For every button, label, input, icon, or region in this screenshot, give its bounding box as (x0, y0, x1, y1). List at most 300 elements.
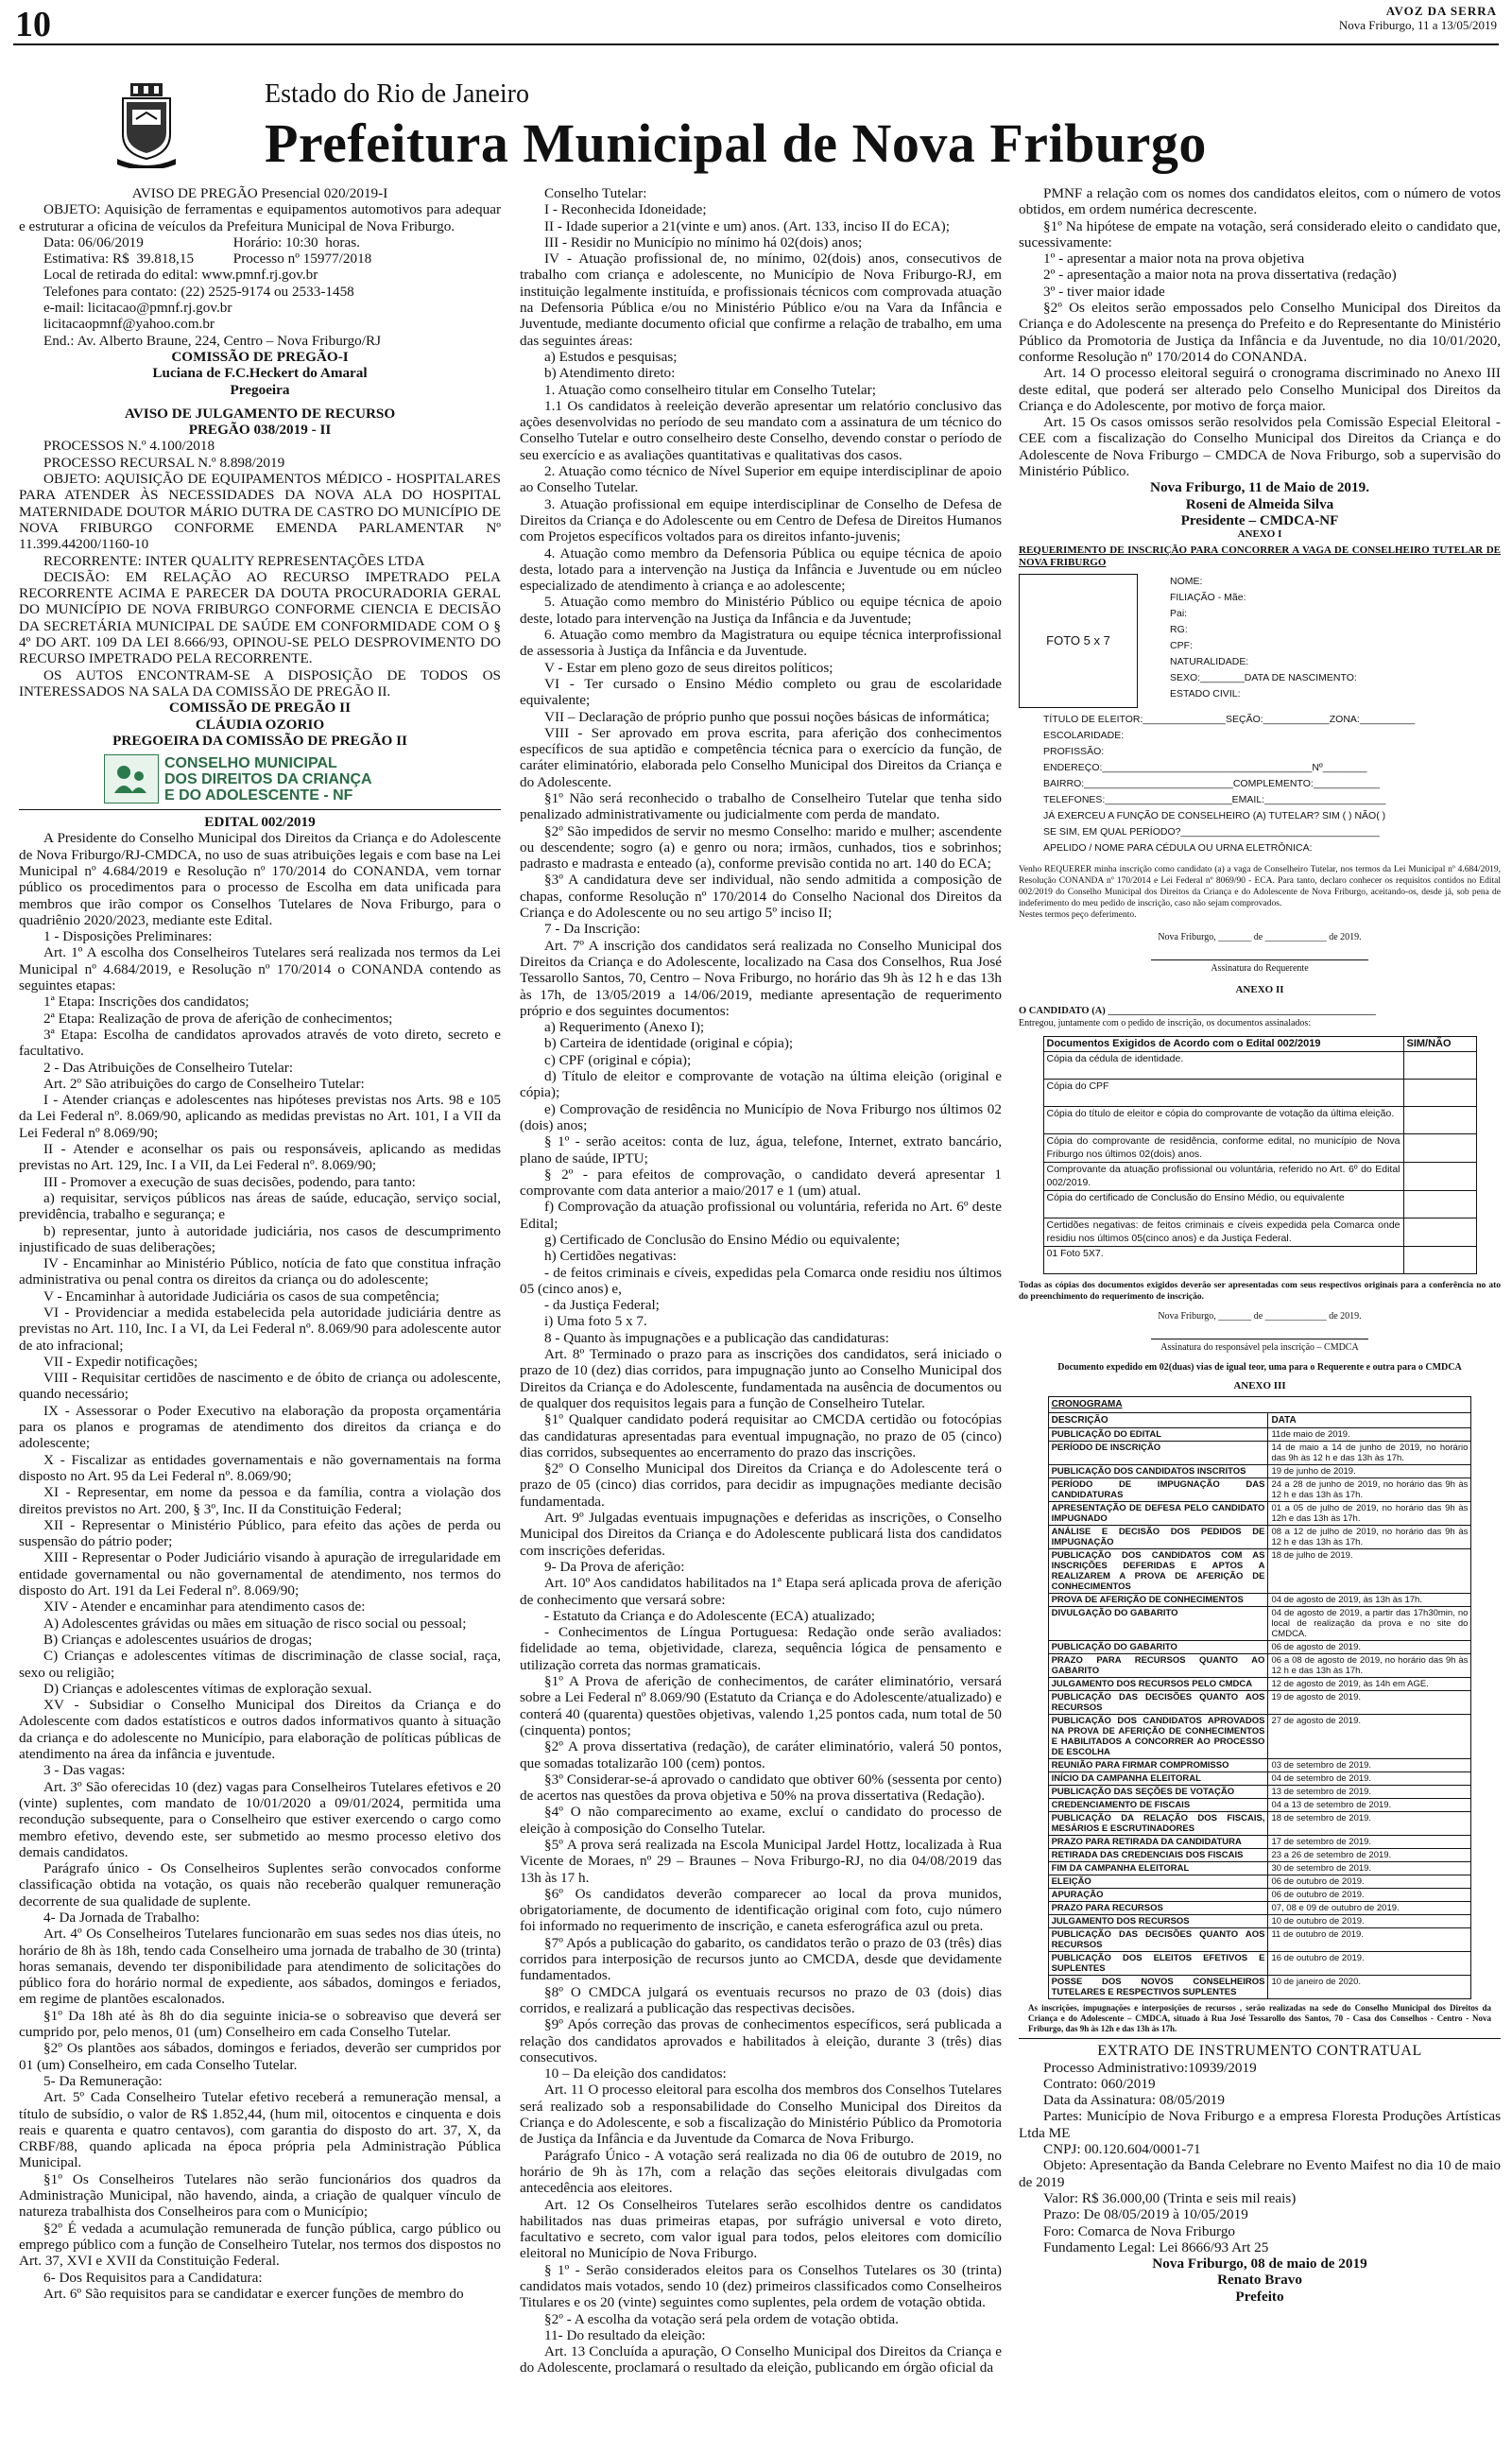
crono-description: PUBLICAÇÃO DAS DECISÕES QUANTO AOS RECURSOS (1048, 1691, 1268, 1715)
edital-paragraph: III - Promover a execução de suas decisões, podendo, para tanto: (43, 1173, 416, 1190)
julgamento-line: OBJETO: AQUISIÇÃO DE EQUIPAMENTOS MÉDICO - HOSPITALARES PARA ATENDER ÀS NECESSIDADES DA NOVA ALA DO HOSPITAL MATERNIDADE DOUTOR MÁRIO DUTRA DE CASTRO DO MUNICÍPIO DE NOVA FRIBURGO CONFORME EMENDA PARLAMENTAR Nº 11.399.44200/1160-10 (19, 471, 501, 553)
table-row (1043, 1080, 1476, 1107)
table-row (1048, 1849, 1471, 1862)
edital-paragraph: 2º - apresentação a maior nota na prova dissertativa (redação) (1043, 267, 1397, 284)
documents-table (1043, 1036, 1477, 1275)
form-field: SE SIM, EM QUAL PERÍODO?____________________________________ (1043, 825, 1380, 838)
edital-paragraph: 2 - Das Atribuições de Conselheiro Tutelar: (43, 1059, 294, 1076)
table-row (1043, 1052, 1476, 1080)
crono-date: 10 de janeiro de 2020. (1268, 1976, 1471, 1999)
document-item: Cópia da cédula de identidade. (1043, 1052, 1403, 1080)
form-field: NATURALIDADE: (1170, 655, 1249, 667)
edital-paragraph: §6º Os candidatos deverão comparecer ao local da prova munidos, obrigatoriamente, de documento de identificação original com foto, cujo número foi informado no requerimento de inscrição, e caneta esferográfica azul ou preta. (520, 1885, 1002, 1935)
form-field: CPF: (1170, 639, 1193, 651)
crono-description: PRAZO PARA RECURSOS (1048, 1902, 1268, 1915)
edital-paragraph: VII – Declaração de próprio punho que possui noções básicas de informática; (544, 708, 990, 725)
crono-date: 07, 08 e 09 de outubro de 2019. (1268, 1902, 1471, 1915)
anexo-1 (1019, 528, 1501, 2034)
edital-paragraph: h) Certidões negativas: (544, 1248, 678, 1265)
anexo-1-declaracao: Venho REQUERER minha inscrição como candidato (a) a vaga de Conselheiro Tutelar, nos termos da Lei Municipal nº 4.684/2019, Resolução CONANDA nº 170/2014 e Lei Federal nº 8069/90 - ECA. Para tanto, declaro conhecer os requisitos contidos no Edital 002/2019 do Conselho Municipal dos Direitos da Criança e do Adolescente de Nova Friburgo, aceitando-os, desde já, sob pena de indeferimento do meu pedido de inscrição, caso não sejam comprovados. (1019, 864, 1501, 908)
julgamento-line: PROCESSOS N.º 4.100/2018 (43, 438, 215, 455)
form-field: BAIRRO:___________________________COMPLEMENTO:____________ (1043, 777, 1380, 789)
edital-body (19, 830, 501, 2302)
table-row (1048, 1759, 1471, 1772)
edital-paragraph: A Presidente do Conselho Municipal dos Direitos da Criança e do Adolescente de Nova Friburgo/RJ-CMDCA, no uso de suas atribuições legais e com base na Lei Municipal nº 4.684/2019 e Resolução nº 170/2014 do CONANDA, vem tornar público os procedimentos para o processo de Escolha em data unificada para membros que irão compor os Conselhos Tutelares de Nova Friburgo, para o quadriênio 2020/2023, mediante este Edital. (19, 830, 501, 928)
edital-paragraph: VIII - Ser aprovado em prova escrita, para aferição dos conhecimentos específicos de sua aptidão e competência técnica para o exercício da função, de caráter eliminatório, elaborada pelo Conselho Municipal dos Direitos da Criança e do Adolescente. (520, 724, 1002, 790)
edital-paragraph: 2. Atuação como técnico de Nível Superior em equipe interdisciplinar de apoio ao Conselho Tutelar. (520, 463, 1002, 496)
form-fields-full (1019, 712, 1501, 856)
aviso-line: Data: 06/06/2019 Horário: 10:30 horas. (43, 233, 360, 251)
edital-paragraph: IV - Atuação profissional de, no mínimo, 02(dois) anos, consecutivos de trabalho com criança e adolescente, no Município de Nova Friburgo-RJ, em instituição legalmente instituída, e profissionais técnicos com comprovada atuação na Defensoria Pública e/ou no Ministério Público e/ou na Vara da Infância e Juventude, mediante documento oficial que confirme a relação de trabalho, em uma das seguintes áreas: (520, 251, 1002, 349)
edital-paragraph: §1º Da 18h até às 8h do dia seguinte inicia-se o sobreaviso que deverá ser cumprido por, pelo menos, 01 (um) Conselheiro em cada Conselho Tutelar. (19, 2007, 501, 2041)
crono-date: 24 a 28 de junho de 2019, no horário das 9h às 12 h e das 13h às 17h. (1268, 1478, 1471, 1502)
table-row (1048, 1902, 1471, 1915)
edital-paragraph: 10 – Da eleição dos candidatos: (544, 2065, 727, 2082)
table-row (1043, 1163, 1476, 1191)
crono-description: RETIRADA DAS CREDENCIAIS DOS FISCAIS (1048, 1849, 1268, 1862)
edital-paragraph: XIII - Representar o Poder Judiciário visando à apuração de irregularidade em entidade governamental ou não governamental de atendimento, nos termos do disposto do Art. 191 da Lei Federal nº. 8.069/90; (19, 1549, 501, 1599)
form-field: TÍTULO DE ELEITOR:_______________SEÇÃO:____________ZONA:__________ (1043, 713, 1416, 725)
edital-paragraph: §2º A prova dissertativa (redação), de caráter eliminatório, valerá 50 pontos, que somadas totalizarão 100 (cem) pontos. (520, 1738, 1002, 1771)
form-field: PROFISSÃO: (1043, 745, 1105, 757)
edital-paragraph: XI - Representar, em nome da pessoa e da família, contra a violação dos direitos previstos no Art. 200, § 3º, Inc. II da Constituição Federal; (19, 1484, 501, 1517)
edital-paragraph: §7º Após a publicação do gabarito, os candidatos terão o prazo de 03 (três) dias corridos para interposição de recursos junto ao CMCDA, desde que devidamente fundamentados. (520, 1934, 1002, 1984)
signature-line: Prefeito (1235, 2288, 1284, 2305)
edital-paragraph: XV - Subsidiar o Conselho Municipal dos Direitos da Criança e do Adolescente com dados estatísticos e outros dados informativos quanto à situação da criança e do adolescente no Município, para elaboração de políticas públicas de atendimento na área da infância e juventude. (19, 1697, 501, 1763)
aviso-line: e-mail: licitacao@pmnf.rj.gov.br (43, 300, 232, 317)
form-field: RG: (1170, 623, 1188, 635)
crono-description: JULGAMENTO DOS RECURSOS (1048, 1915, 1268, 1928)
edital-paragraph: - Estatuto da Criança e do Adolescente (ECA) atualizado; (544, 1607, 876, 1624)
crono-date: 30 de setembro de 2019. (1268, 1862, 1471, 1875)
docs-header: SIM/NÃO (1403, 1036, 1476, 1052)
table-row (1043, 1247, 1476, 1274)
edition-date: Nova Friburgo, 11 a 13/05/2019 (1338, 18, 1497, 32)
document-check-cell (1403, 1218, 1476, 1247)
edital-paragraph: 3. Atuação profissional em equipe interdisciplinar de Conselho de Defesa de Direitos da Criança e do Adolescente ou em Centro de Defesa de Direitos Humanos com Projetos específicos voltados para os direitos infanto-juvenis; (520, 495, 1002, 545)
crono-description: FIM DA CAMPANHA ELEITORAL (1048, 1862, 1268, 1875)
edital-paragraph: i) Uma foto 5 x 7. (544, 1313, 647, 1330)
form-field: SEXO:________DATA DE NASCIMENTO: (1170, 671, 1357, 683)
anexo-2-footer: Documento expedido em 02(duas) vias de igual teor, uma para o Requerente e outra para o CMDCA (1057, 1362, 1462, 1374)
crono-date: 23 a 26 de setembro de 2019. (1268, 1849, 1471, 1862)
anexo-2-signature: Assinatura do responsável pela inscrição – CMDCA (1160, 1341, 1359, 1353)
crono-description: PUBLICAÇÃO DAS DECISÕES QUANTO AOS RECURSOS (1048, 1928, 1268, 1952)
edital-paragraph: §8º O CMDCA julgará os eventuais recursos no prazo de 03 (dois) dias corridos, e realizará a publicação das respectivas decisões. (520, 1983, 1002, 2016)
state-name: Estado do Rio de Janeiro (265, 79, 529, 109)
edital-paragraph: § 1º - Serão considerados eleitos para os Conselhos Tutelares os 30 (trinta) candidatos mais votados, sendo 10 (dez) primeiros classificados como Conselheiros Titulares e os 20 (vinte) seguintes como suplentes, pela ordem de votação obtida. (520, 2261, 1002, 2311)
edital-paragraph: II - Idade superior a 21(vinte e um) anos. (Art. 133, inciso II do ECA); (544, 217, 950, 234)
edital-paragraph: d) Título de eleitor e comprovante de votação na última eleição (original e cópia); (520, 1068, 1002, 1101)
table-row (1043, 1134, 1476, 1163)
document-item: Comprovante da atuação profissional ou voluntária, referido no Art. 6º do Edital 002/2019. (1043, 1163, 1403, 1191)
aviso-line: Estimativa: R$ 39.818,15 Processo nº 15977/2018 (43, 251, 372, 268)
divider (19, 809, 501, 810)
edital-paragraph: Art. 9º Julgadas eventuais impugnações e deferidas as inscrições, o Conselho Municipal dos Direitos da Criança e do Adolescente publicará lista dos candidatos com inscrições deferidas. (520, 1510, 1002, 1559)
anexo-1-signature: Assinatura do Requerente (1211, 962, 1309, 974)
cmdca-logo (104, 754, 501, 804)
edital-paragraph: §1º Não será reconhecido o trabalho de Conselheiro Tutelar que tenha sido penalizado administrativamente ou judicialmente com perda de mandato. (520, 789, 1002, 823)
crono-description: APRESENTAÇÃO DE DEFESA PELO CANDIDATO IMPUGNADO (1048, 1502, 1268, 1526)
anexo-1-date: Nova Friburgo, _______ de _____________ de 2019. (1158, 932, 1362, 943)
extrato-line: Processo Administrativo:10939/2019 (1043, 2059, 1257, 2076)
table-row (1048, 1786, 1471, 1799)
crono-date: 27 de agosto de 2019. (1268, 1715, 1471, 1759)
edital-paragraph: V - Estar em pleno gozo de seus direitos políticos; (544, 659, 833, 676)
edital-paragraph: §3º Considerar-se-á aprovado o candidato que obtiver 60% (sessenta por cento) de acertos nas questões da prova objetiva e 50% na prova dissertativa (Redação). (520, 1771, 1002, 1805)
column-3 (1019, 185, 1501, 2305)
document-item: Cópia do comprovante de residência, conforme edital, no município de Nova Friburgo nos últimos 02(dois) anos. (1043, 1134, 1403, 1163)
table-row (1048, 1691, 1471, 1715)
edital-paragraph: Art. 13 Concluída a apuração, O Conselho Municipal dos Direitos da Criança e do Adolescente, proclamará o resultado da eleição, publicando em órgão oficial da (520, 2343, 1002, 2376)
edital-paragraph: Art. 15 Os casos omissos serão resolvidos pela Comissão Especial Eleitoral - CEE com a fiscalização do Conselho Municipal dos Direitos da Criança e do Adolescente de Nova Friburgo – CMDCA de Nova Friburgo, sob a supervisão do Ministério Público. (1019, 414, 1501, 480)
document-check-cell (1403, 1107, 1476, 1134)
edital-paragraph: § 2º - para efeitos de comprovação, o candidato deverá apresentar 1 comprovante com data anterior a maio/2017 e 1 (um) atual. (520, 1166, 1002, 1200)
crono-header: DATA (1268, 1412, 1471, 1428)
edital-paragraph: I - Atender crianças e adolescentes nas hipóteses previstas nos Arts. 98 e 105 da Lei Federal nº. 8.069/90, aplicando as medidas previstas no Art. 101, I a VII da Lei Federal nº 8.069/90; (19, 1092, 501, 1141)
edital-paragraph: Art. 1º A escolha dos Conselheiros Tutelares será realizada nos termos da Lei Municipal nº 4.684/2019, e Resolução nº 170/2014 o CONANDA contendo as seguintes etapas: (19, 944, 501, 994)
table-row (1048, 1442, 1471, 1465)
edital-paragraph: VI - Ter cursado o Ensino Médio completo ou grau de escolaridade equivalente; (520, 675, 1002, 709)
prefeitura-header (180, 57, 1408, 180)
form-field: ESTADO CIVIL: (1170, 687, 1241, 700)
crono-date: 04 de setembro de 2019. (1268, 1772, 1471, 1786)
crono-date: 06 de outubro de 2019. (1268, 1875, 1471, 1889)
extrato-line: Valor: R$ 36.000,00 (Trinta e seis mil reais) (1043, 2189, 1297, 2206)
edital-paragraph: Art. 6º São requisitos para se candidatar e exercer funções de membro do (43, 2285, 464, 2302)
edital-paragraph: Parágrafo Único - A votação será realizada no dia 06 de outubro de 2019, no horário de 9h às 17h, com a relação das seções eleitorais divulgadas com antecedência aos eleitores. (520, 2147, 1002, 2197)
cmdca-logo-text (164, 755, 372, 804)
form-field: FILIAÇÃO - Mãe: (1170, 591, 1246, 603)
crono-date: 14 de maio a 14 de junho de 2019, no horário das 9h às 12 h e das 13h às 17h. (1268, 1442, 1471, 1465)
logo-line: CONSELHO MUNICIPAL (164, 754, 337, 771)
signature-rule (1151, 959, 1368, 960)
cronograma-table (1048, 1396, 1472, 1999)
document-check-cell (1403, 1247, 1476, 1274)
crono-date: 04 de agosto de 2019, a partir das 17h30min, no local de realização da prova e no site do CMDCA. (1268, 1607, 1471, 1641)
edital-paragraph: §1º Na hipótese de empate na votação, será considerado eleito o candidato que, sucessivamente: (1019, 217, 1501, 251)
edital-paragraph: §1º Qualquer candidato poderá requisitar ao CMCDA certidão ou fotocópias das candidaturas apresentadas para eventual impugnação, no prazo de 05 (cinco) dias corridos, subsequentes ao encerramento do prazo das inscrições. (520, 1411, 1002, 1460)
crono-date: 08 a 12 de julho de 2019, no horário das 9h às 12 h e das 13h às 17h. (1268, 1526, 1471, 1549)
document-check-cell (1403, 1163, 1476, 1191)
edital-paragraph: e) Comprovação de residência no Município de Nova Friburgo nos últimos 02 (dois) anos; (520, 1100, 1002, 1133)
form-field: ENDEREÇO:______________________________________Nº________ (1043, 761, 1367, 773)
crono-description: PUBLICAÇÃO DOS ELEITOS EFETIVOS E SUPLENTES (1048, 1952, 1268, 1976)
table-row (1048, 1428, 1471, 1442)
crono-date: 11 de outubro de 2019. (1268, 1928, 1471, 1952)
table-row (1048, 1952, 1471, 1976)
aviso-line: Local de retirada do edital: www.pmnf.rj.gov.br (43, 267, 318, 284)
edital-paragraph: XII - Representar o Ministério Público, para efeito das ações de perda ou suspensão do pátrio poder; (19, 1516, 501, 1550)
table-row (1043, 1218, 1476, 1247)
edital-paragraph: Art. 7º A inscrição dos candidatos será realizada no Conselho Municipal dos Direitos da Criança e do Adolescente, localizado na Casa dos Conselhos, Rua José Tessarollo Santos, 70, Centro – Nova Friburgo, no horário das 9h às 12 h e das 13h às 17h, de 13/05/2019 a 14/06/2019, mediante apresentação de requerimento próprio e dos seguintes documentos: (520, 937, 1002, 1019)
column-2 (520, 185, 1002, 2376)
masthead (13, 0, 1499, 45)
crono-description: PUBLICAÇÃO DOS CANDIDATOS APROVADOS NA PROVA DE AFERIÇÃO DE CONHECIMENTOS E HABILITADOS A CONCORRER AO PROCESSO DE ESCOLHA (1048, 1715, 1268, 1759)
table-row (1048, 1799, 1471, 1812)
edital-paragraph: 5- Da Remuneração: (43, 2072, 163, 2089)
edital-paragraph: f) Comprovação da atuação profissional ou voluntária, referida no Art. 6º deste Edital; (520, 1199, 1002, 1232)
anexo-2-note: Todas as cópias dos documentos exigidos deverão ser apresentadas com seus respectivos originais para a conferência no ato do preenchimento do requerimento de inscrição. (1019, 1281, 1501, 1303)
cmdca-emblem-icon (104, 754, 159, 804)
crono-description: CREDENCIAMENTO DE FISCAIS (1048, 1799, 1268, 1812)
crono-date: 12 de agosto de 2019, às 14h em AGE. (1268, 1678, 1471, 1691)
form-field: Pai: (1170, 607, 1188, 619)
edital-paragraph: b) Carteira de identidade (original e cópia); (544, 1035, 794, 1052)
photo-box: FOTO 5 x 7 (1019, 574, 1138, 708)
edital-paragraph: B) Crianças e adolescentes usuários de drogas; (43, 1631, 313, 1648)
edital-paragraph: b) Atendimento direto: (544, 365, 676, 382)
table-row (1048, 1678, 1471, 1691)
logo-line: E DO ADOLESCENTE - NF (164, 786, 353, 804)
masthead-info (1339, 4, 1497, 32)
edital-paragraph: §2º - A escolha da votação será pela ordem de votação obtida. (544, 2310, 899, 2327)
crono-description: JULGAMENTO DOS RECURSOS PELO CMDCA (1048, 1678, 1268, 1691)
anexo-3-title: ANEXO III (1233, 1379, 1286, 1391)
crono-date: 16 de outubro de 2019. (1268, 1952, 1471, 1976)
cronograma-note: As inscrições, impugnações e interposições de recursos , serão realizadas na sede do Conselho Municipal dos Direitos da Criança e do Adolescente – CMDCA, situado à Rua José Tessarollo dos Santos, 70 - Casa dos Conselhos - Centro - Nova Friburgo, das 9h às 12h e das 13h às 17h. (1028, 2003, 1491, 2034)
edital-paragraph: Art. 3º São oferecidas 10 (dez) vagas para Conselheiros Tutelares efetivos e 20 (vinte) suplentes, com mandato de 10/01/2020 a 09/01/2024, permitida uma recondução subsequente, para o Conselheiro que estiver exercendo o cargo como membro efetivo, devendo este, ser submetido ao mesmo processo eletivo dos demais candidatos. (19, 1778, 501, 1860)
edital-paragraph: c) CPF (original e cópia); (544, 1051, 692, 1068)
edital-paragraph: 1.1 Os candidatos à reeleição deverão apresentar um relatório conclusivo das ações desenvolvidas no período de seu mandato com a assinatura de um técnico do Conselho Tutelar e outro conselheiro deste Conselho, devendo constar o período de seu exercício e as avaliações quantitativas e qualitativas dos casos. (520, 397, 1002, 463)
crono-description: PRAZO PARA RETIRADA DA CANDIDATURA (1048, 1836, 1268, 1849)
signature-line: Nova Friburgo, 08 de maio de 2019 (1152, 2255, 1367, 2273)
crono-description: PERÍODO DE IMPUGNAÇÃO DAS CANDIDATURAS (1048, 1478, 1268, 1502)
signature-line: Nova Friburgo, 11 de Maio de 2019. (1149, 479, 1370, 496)
edital-paragraph: §2º São impedidos de servir no mesmo Conselho: marido e mulher; ascendente ou descendente; sogro (a) e genro ou nora; irmãos, cunhados, tios e sobrinhos; padrasto e madrasta e enteado (a), conforme previsão contida no art. 140 do ECA; (520, 822, 1002, 873)
extrato-line: Prazo: De 08/05/2019 à 10/05/2019 (1043, 2206, 1248, 2223)
signature-line: PREGOEIRA DA COMISSÃO DE PREGÃO II (112, 732, 407, 749)
crono-date: 18 de setembro de 2019. (1268, 1812, 1471, 1836)
form-fields (1145, 574, 1501, 708)
julgamento-line: PROCESSO RECURSAL N.º 8.898/2019 (43, 454, 285, 471)
edital-paragraph: - de feitos criminais e cíveis, expedidas pela Comarca onde residiu nos últimos 05 (cinco anos) e, (520, 1264, 1002, 1297)
table-row (1048, 1526, 1471, 1549)
document-check-cell (1403, 1134, 1476, 1163)
table-row (1048, 1607, 1471, 1641)
anexo-2-intro: Entregou, juntamente com o pedido de inscrição, os documentos assinalados: (1019, 1018, 1312, 1029)
edital-paragraph: a) requisitar, serviços públicos nas áreas de saúde, educação, serviço social, previdência, trabalho e segurança; e (19, 1189, 501, 1223)
crono-date: 19 de agosto de 2019. (1268, 1691, 1471, 1715)
edital-paragraph: - da Justiça Federal; (544, 1297, 660, 1314)
anexo-1-title: ANEXO I (1237, 528, 1282, 541)
edital-paragraph: §1º A Prova de aferição de conhecimentos, de caráter eliminatório, versará sobre a Lei Federal nº 8.069/90 (Estatuto da Criança e do Adolescente/atualizado) e conterá 40 (quarenta) questões objetivas, valendo 1,25 pontos cada, num total de 50 (cinquenta) pontos; (520, 1673, 1002, 1738)
edital-paragraph: Art. 2º São atribuições do cargo de Conselheiro Tutelar: (43, 1075, 365, 1092)
crono-date: 10 de outubro de 2019. (1268, 1915, 1471, 1928)
edital-paragraph: D) Crianças e adolescentes vítimas de exploração sexual. (43, 1680, 372, 1697)
edital-paragraph: II - Atender e aconselhar os pais ou responsáveis, aplicando as medidas previstas no Art. 129, Inc. I a VII, da Lei Federal nº. 8.069/90; (19, 1141, 501, 1174)
edital-paragraph: Conselho Tutelar: (544, 185, 647, 201)
crono-date: 18 de julho de 2019. (1268, 1549, 1471, 1594)
table-row (1048, 1836, 1471, 1849)
crono-date: 06 de outubro de 2019. (1268, 1889, 1471, 1902)
crono-date: 06 de agosto de 2019. (1268, 1641, 1471, 1654)
crono-description: ELEIÇÃO (1048, 1875, 1268, 1889)
anexo-1-requerimento: REQUERIMENTO DE INSCRIÇÃO PARA CONCORRER A VAGA DE CONSELHEIRO TUTELAR DE NOVA FRIBURGO (1019, 544, 1501, 569)
edital-paragraph: Art. 11 O processo eleitoral para escolha dos membros dos Conselhos Tutelares será realizado sob a responsabilidade do Conselho Municipal dos Direitos da Criança e do Adolescente, e sob a fiscalização do Ministério Público da Promotoria de Justiça da Infância e da Juventude da Comarca de Nova Friburgo. (520, 2082, 1002, 2148)
edital-paragraph: §4º O não comparecimento ao exame, excluí o candidato do processo de eleição à composição do Conselho Tutelar. (520, 1804, 1002, 1837)
crono-description: PUBLICAÇÃO DO GABARITO (1048, 1641, 1268, 1654)
edital-paragraph: §9º Após correção das provas de conhecimentos específicos, será publicada a relação dos candidatos aprovados e habilitados à eleição, durante 3 (três) dias consecutivos. (520, 2016, 1002, 2065)
edital-continued (520, 185, 1002, 2376)
form-field: APELIDO / NOME PARA CÉDULA OU URNA ELETRÔNICA: (1043, 841, 1313, 854)
edital-paragraph: 4. Atuação como membro da Defensoria Pública ou equipe técnica de apoio desta, lotado para a intervenção na Justiça da Infância e Juventude ou em núcleo especializado de atendimento à criança e ao adolescente; (520, 544, 1002, 595)
crono-date: 11de maio de 2019. (1268, 1428, 1471, 1442)
page-number: 10 (15, 5, 51, 44)
edital-paragraph: C) Crianças e adolescentes vítimas de discriminação de classe social, raça, sexo ou religião; (19, 1648, 501, 1681)
extrato-body (1019, 2060, 1501, 2256)
table-row (1048, 1465, 1471, 1478)
edital-paragraph: §3º A candidatura deve ser individual, não sendo admitida a composição de chapas, conforme Resolução nº 170/2014 do Conselho Nacional dos Direitos da Criança e do Adolescente ou no seu artigo 5º inciso II; (520, 872, 1002, 922)
document-item: 01 Foto 5X7. (1043, 1247, 1403, 1274)
docs-header: Documentos Exigidos de Acordo com o Edital 002/2019 (1043, 1036, 1403, 1052)
crono-description: DIVULGAÇÃO DO GABARITO (1048, 1607, 1268, 1641)
crono-description: PROVA DE AFERIÇÃO DE CONHECIMENTOS (1048, 1594, 1268, 1607)
form-field: TELEFONES:_______________________EMAIL:______________________ (1043, 793, 1386, 805)
edital-paragraph: VI - Providenciar a medida estabelecida pela autoridade judiciária dentre as previstas no Art. 110, Inc. I a VI, da Lei Federal nº. 8.069/90 para adolescente autor de ato infracional; (19, 1305, 501, 1354)
edital-paragraph: §2º Os eleitos serão empossados pelo Conselho Municipal dos Direitos da Criança e do Adolescente na presença do Prefeito e do Representante do Ministério Público da Promotoria de Justiça da Infância e da Juventude, no dia 10/01/2020, conforme Resolução nº 170/2014 do CONANDA. (1019, 300, 1501, 365)
signature-line: COMISSÃO DE PREGÃO-I (171, 348, 349, 365)
crono-description: ANÁLISE E DECISÃO DOS PEDIDOS DE IMPUGNAÇÃO (1048, 1526, 1268, 1549)
edital-paragraph: 3ª Etapa: Escolha de candidatos aprovados através de voto direto, secreto e facultativo. (19, 1026, 501, 1060)
aviso-line: End.: Av. Alberto Braune, 224, Centro – Nova Friburgo/RJ (43, 332, 382, 349)
extrato-line: Data da Assinatura: 08/05/2019 (1043, 2092, 1225, 2109)
edital-paragraph: - Conhecimentos de Língua Portuguesa: Redação onde serão avaliados: fidelidade ao tema, objetividade, clareza, sequência lógica de pensamento e utilização correta das normas gramaticais. (520, 1624, 1002, 1673)
table-row (1048, 1502, 1471, 1526)
table-row (1048, 1889, 1471, 1902)
edital-paragraph: b) representar, junto à autoridade judiciária, nos casos de descumprimento injustificado de suas deliberações; (19, 1222, 501, 1255)
form-field: ESCOLARIDADE: (1043, 729, 1125, 741)
crono-description: PUBLICAÇÃO DA RELAÇÃO DOS FISCAIS, MESÁRIOS E ESCRUTINADORES (1048, 1812, 1268, 1836)
edital-paragraph: A) Adolescentes grávidas ou mães em situação de risco social ou pessoal; (43, 1615, 467, 1632)
signature-line: Pregoeira (230, 381, 290, 398)
crono-date: 06 a 08 de agosto de 2019, no horário das 9h às 12 h e das 13h às 17h. (1268, 1654, 1471, 1678)
crono-description: APURAÇÃO (1048, 1889, 1268, 1902)
signature-line: Renato Bravo (1217, 2272, 1302, 2289)
table-row (1048, 1875, 1471, 1889)
julgamento-line: OS AUTOS ENCONTRAM-SE A DISPOSIÇÃO DE TODOS OS INTERESSADOS NA SALA DA COMISSÃO DE PREGÃO II. (19, 666, 501, 700)
table-row (1048, 1478, 1471, 1502)
edital-paragraph: Art. 4º Os Conselheiros Tutelares funcionarão em suas sedes nos dias úteis, no horário de 8h às 18h, tendo cada Conselheiro uma jornada de trabalho de 30 (trinta) horas semanais, devendo ter disponibilidade para atendimento de solicitações do público fora do horário normal de expediente, aos sábados, domingos e feriados, em regime de plantões escalonados. (19, 1926, 501, 2008)
edital-paragraph: a) Estudos e pesquisas; (544, 348, 678, 365)
column-1 (19, 185, 501, 2302)
edital-paragraph: IX - Assessorar o Poder Executivo na elaboração da proposta orçamentária para os planos e programas de atendimento dos direitos da criança e do adolescente; (19, 1402, 501, 1452)
prefeitura-title: Prefeitura Municipal de Nova Friburgo (265, 112, 1207, 174)
edital-paragraph: §1º Os Conselheiros Tutelares não serão funcionários dos quadros da Administração Municipal, não havendo, ainda, a criação de qualquer vínculo de natureza trabalhista dos Conselheiros para com o Município; (19, 2170, 501, 2221)
edital-paragraph: IV - Encaminhar ao Ministério Público, notícia de fato que constitua infração administrativa ou penal contra os direitos da criança ou do adolescente; (19, 1255, 501, 1288)
edital-paragraph: 1. Atuação como conselheiro titular em Conselho Tutelar; (544, 381, 876, 398)
extrato-line: Contrato: 060/2019 (1043, 2075, 1156, 2092)
logo-line: DOS DIREITOS DA CRIANÇA (164, 770, 372, 787)
crono-description: PUBLICAÇÃO DO EDITAL (1048, 1428, 1268, 1442)
document-item: Cópia do certificado de Conclusão do Ensino Médio, ou equivalente (1043, 1191, 1403, 1218)
document-check-cell (1403, 1052, 1476, 1080)
aviso-line: Telefones para contato: (22) 2525-9174 ou 2533-1458 (43, 283, 354, 300)
edital-paragraph: PMNF a relação com os nomes dos candidatos eleitos, com o número de votos obtidos, em ordem numérica decrescente. (1019, 185, 1501, 218)
table-row (1048, 1915, 1471, 1928)
edital-title: EDITAL 002/2019 (204, 814, 316, 831)
crono-date: 13 de setembro de 2019. (1268, 1786, 1471, 1799)
crono-header: DESCRIÇÃO (1048, 1412, 1268, 1428)
form-field: NOME: (1170, 575, 1203, 587)
edital-paragraph: §2º Os plantões aos sábados, domingos e feriados, deverão ser cumpridos por 01 (um) Conselheiro, em cada Conselho Tutelar. (19, 2040, 501, 2073)
anexo-1-close: Nestes termos peço deferimento. (1019, 909, 1137, 920)
edital-paragraph: 5. Atuação como membro do Ministério Público ou equipe técnica de apoio deste, lotado para intervenção na Justiça da Infância e da Juventude; (520, 594, 1002, 627)
edital-paragraph: Art. 12 Os Conselheiros Tutelares serão escolhidos dentre os candidatos habilitados nas duas primeiras etapas, por sufrágio universal e voto direto, facultativo e secreto, com valor igual para todos, pelos eleitores com domicílio eleitoral no Município de Nova Friburgo. (520, 2196, 1002, 2262)
signature-line: COMISSÃO DE PREGÃO II (169, 700, 351, 717)
edital-paragraph: III - Residir no Município no mínimo há 02(dois) anos; (544, 233, 863, 251)
signature-line: Presidente – CMDCA-NF (1180, 511, 1339, 528)
crono-date: 04 a 13 de setembro de 2019. (1268, 1799, 1471, 1812)
edital-paragraph: §2º É vedada a acumulação remunerada de função pública, cargo público ou emprego público com a função de Conselheiro Tutelar, nos termos dos dispostos no Art. 37, XVI e XVII da Constituição Federal. (19, 2220, 501, 2270)
edital-paragraph: V - Encaminhar à autoridade Judiciária os casos de sua competência; (43, 1287, 439, 1305)
edital-paragraph: 7 - Da Inscrição: (544, 921, 641, 938)
signature-line: Luciana de F.C.Heckert do Amaral (152, 365, 368, 382)
edital-paragraph: XIV - Atender e encaminhar para atendimento casos de: (43, 1599, 366, 1616)
crono-date: 17 de setembro de 2019. (1268, 1836, 1471, 1849)
extrato-title: EXTRATO DE INSTRUMENTO CONTRATUAL (1097, 2043, 1422, 2060)
edital-paragraph: VIII - Requisitar certidões de nascimento e de óbito de criança ou adolescente, quando necessário; (19, 1370, 501, 1403)
aviso-line: licitacaopmnf@yahoo.com.br (43, 316, 215, 333)
document-item: Cópia do título de eleitor e cópia do comprovante de votação da última eleição. (1043, 1107, 1403, 1134)
edital-paragraph: Art. 5º Cada Conselheiro Tutelar efetivo receberá a remuneração mensal, a título de subsídio, o valor de R$ 1.852,44, (hum mil, oitocentos e cinquenta e dois reais e quarenta e quatro centavos), com garantia do disposto do art. 37, X, da CRBF/88, quando aplicada na época própria pela Administração Pública Municipal. (19, 2089, 501, 2171)
crono-description: PUBLICAÇÃO DOS CANDIDATOS COM AS INSCRIÇÕES DEFERIDAS E APTOS A REALIZAREM A PROVA DE AFERIÇÃO DE CONHECIMENTOS (1048, 1549, 1268, 1594)
table-row (1048, 1654, 1471, 1678)
document-check-cell (1403, 1191, 1476, 1218)
crono-description: POSSE DOS NOVOS CONSELHEIROS TUTELARES E RESPECTIVOS SUPLENTES (1048, 1976, 1268, 1999)
crono-description: PUBLICAÇÃO DAS SEÇÕES DE VOTAÇÃO (1048, 1786, 1268, 1799)
table-row (1043, 1107, 1476, 1134)
crono-description: INÍCIO DA CAMPANHA ELEITORAL (1048, 1772, 1268, 1786)
edital-paragraph: 9- Da Prova de aferição: (544, 1558, 685, 1575)
edital-paragraph: I - Reconhecida Idoneidade; (544, 201, 707, 218)
coat-of-arms-icon (117, 81, 176, 168)
julgamento-line: DECISÃO: EM RELAÇÃO AO RECURSO IMPETRADO PELA RECORRENTE ACIMA E PARECER DA DOUTA PROCURADORIA GERAL DO MUNICÍPIO DE NOVA FRIBURGO CONFORME CIENCIA E DECISÃO DA SECRETÁRIA MUNICIPAL DE SAÚDE EM CONFORMIDADE COM O § 4º DO ART. 109 DA LEI 8.666/93, OPINOU-SE PELO DESPROVIMENTO DO RECURSO IMPETRADO PELA RECORRENTE. (19, 568, 501, 667)
document-item: Cópia do CPF (1043, 1080, 1403, 1107)
julgamento-title: PREGÃO 038/2019 - II (188, 422, 332, 439)
julgamento-title: AVISO DE JULGAMENTO DE RECURSO (124, 405, 396, 422)
anexo-2-candidato: O CANDIDATO (A) ______________________________________________________ (1019, 1005, 1376, 1016)
extrato-line: Partes: Município de Nova Friburgo e a empresa Floresta Produções Artísticas Ltda ME (1019, 2108, 1501, 2141)
crono-date: 03 de setembro de 2019. (1268, 1759, 1471, 1772)
aviso-line: OBJETO: Aquisição de ferramentas e equipamentos automotivos para adequar e estruturar a oficina de veículos da Prefeitura Municipal de Nova Friburgo. (19, 201, 501, 234)
table-row (1048, 1928, 1471, 1952)
edital-paragraph: VII - Expedir notificações; (43, 1353, 198, 1370)
edital-paragraph: § 1º - serão aceitos: conta de luz, água, telefone, Internet, extrato bancário, plano de saúde, IPTU; (520, 1133, 1002, 1167)
crono-description: PUBLICAÇÃO DOS CANDIDATOS INSCRITOS (1048, 1465, 1268, 1478)
extrato-line: Fundamento Legal: Lei 8666/93 Art 25 (1043, 2238, 1269, 2255)
edital-paragraph: 3 - Das vagas: (43, 1762, 126, 1779)
cronograma-title: CRONOGRAMA (1048, 1397, 1471, 1413)
table-row (1048, 1594, 1471, 1607)
edital-paragraph: §2º O Conselho Municipal dos Direitos da Criança e do Adolescente terá o prazo de 05 (cinco) dias corridos, para decidir as impugnações mediante decisão fundamentada. (520, 1460, 1002, 1510)
table-row (1048, 1772, 1471, 1786)
table-row (1048, 1641, 1471, 1654)
crono-description: REUNIÃO PARA FIRMAR COMPROMISSO (1048, 1759, 1268, 1772)
table-row (1048, 1812, 1471, 1836)
form-field: JÁ EXERCEU A FUNÇÃO DE CONSELHEIRO (A) TUTELAR? SIM ( ) NÃO( ) (1043, 809, 1386, 821)
edital-paragraph: Art. 8º Terminado o prazo para as inscrições dos candidatos, será iniciado o prazo de 10 (dez) dias corridos, para impugnação junto ao Conselho Municipal dos Direitos da Criança e do Adolescente, fundamentada na ausência de documentos ou de qualquer dos requisitos legais para a função de Conselheiro Tutelar. (520, 1346, 1002, 1411)
edital-paragraph: 8 - Quanto às impugnações e a publicação das candidaturas: (544, 1329, 889, 1346)
newspaper-name: AVOZ DA SERRA (1385, 4, 1497, 18)
edital-paragraph: 1º - apresentar a maior nota na prova objetiva (1043, 251, 1305, 268)
crono-date: 19 de junho de 2019. (1268, 1465, 1471, 1478)
edital-paragraph: 6- Dos Requisitos para a Candidatura: (43, 2269, 263, 2286)
signature-line: CLÁUDIA OZORIO (195, 716, 325, 733)
edital-paragraph: 4- Da Jornada de Trabalho: (43, 1909, 200, 1926)
extrato-line: Foro: Comarca de Nova Friburgo (1043, 2222, 1236, 2239)
edital-paragraph: 1ª Etapa: Inscrições dos candidatos; (43, 994, 249, 1011)
